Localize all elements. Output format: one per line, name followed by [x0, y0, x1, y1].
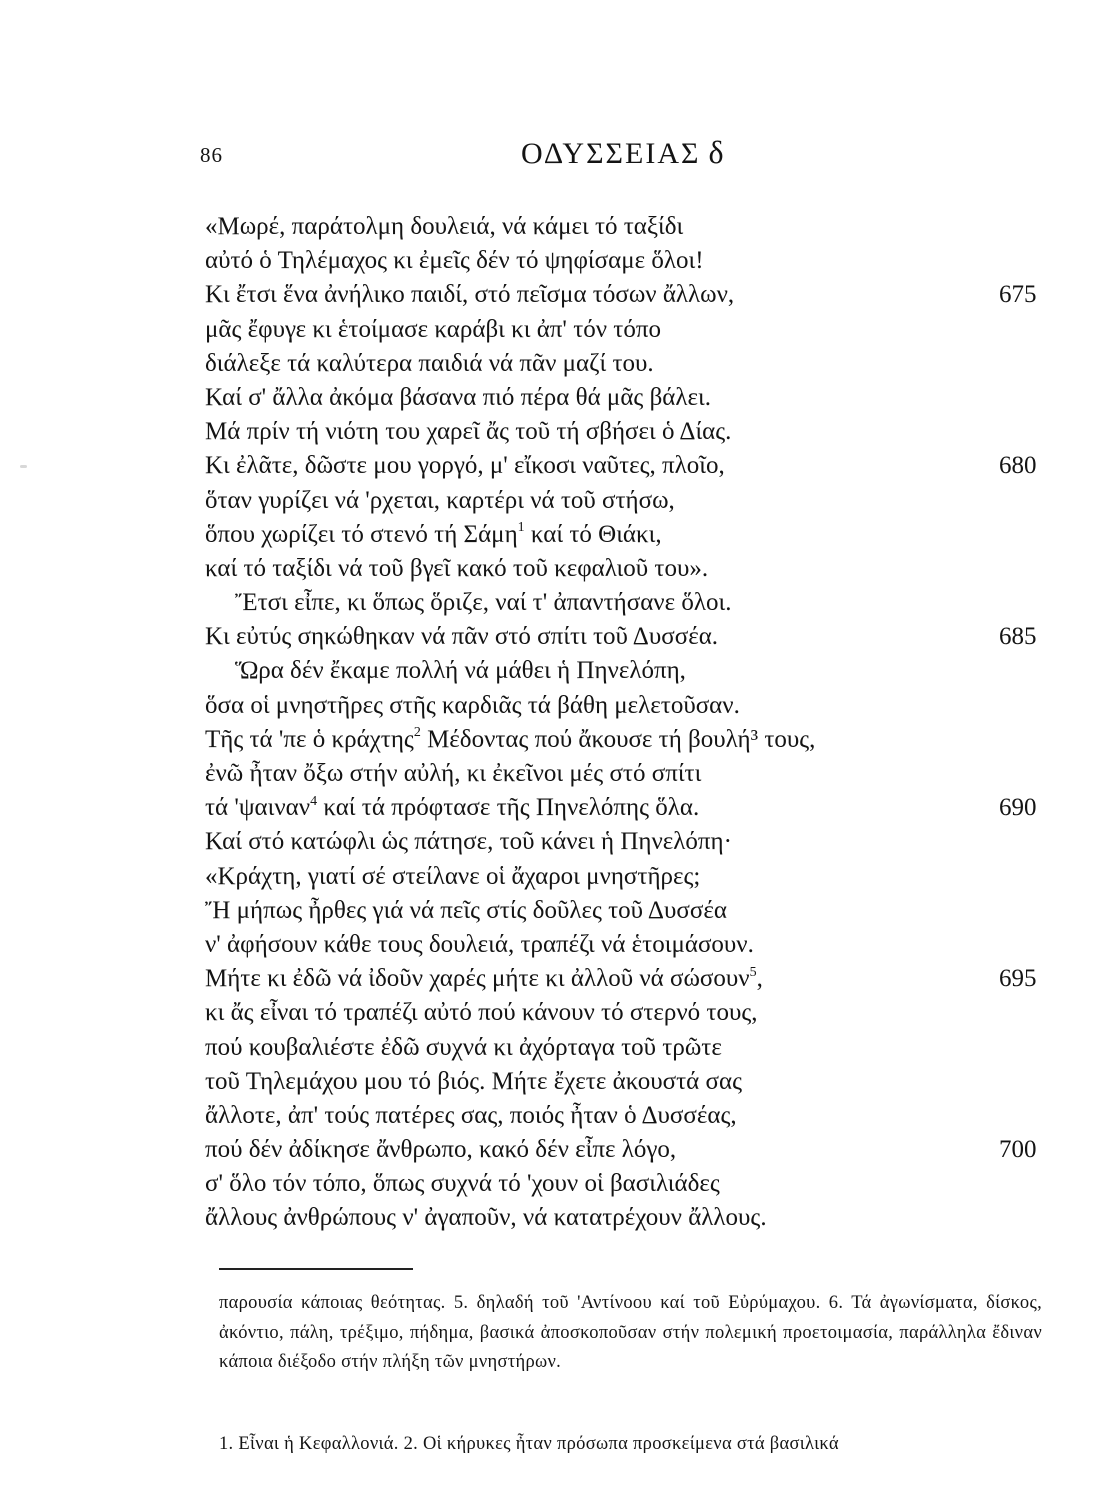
verse-text: [205, 623, 718, 650]
line-number: 680: [999, 452, 1037, 480]
verse-line: [205, 962, 1045, 996]
verse-text-main: Μήτε κι ἐδῶ νά ἰδοῦν χαρές μήτε κι ἀλλοῦ νά σώσουν: [205, 965, 750, 993]
verse-text-main: ἐνῶ ἦταν ὄξω στήν αὐλή, κι ἐκεῖνοι μές στό σπίτι: [205, 760, 702, 787]
verse-text-main: τοῦ Τηλεμάχου μου τό βιός. Μήτε ἔχετε ἀκουστά σας: [205, 1067, 742, 1095]
verse-line: [205, 689, 1045, 723]
verse-text-main: πού δέν ἀδίκησε ἄνθρωπο, κακό δέν εἶπε λόγο,: [205, 1136, 677, 1164]
verse-text-main: Μά πρίν τή νιότη του χαρεῖ ἄς τοῦ τή σβήσει ὁ Δίας.: [205, 418, 732, 446]
verse-text: [205, 726, 815, 753]
verse-text-main: «Μωρέ, παράτολμη δουλειά, νά κάμει τό ταξίδι: [205, 213, 684, 240]
verse-line: [205, 449, 1045, 483]
verse-line: [205, 996, 1045, 1030]
verse-line: [205, 723, 1045, 757]
verse-text-main: σ' ὅλο τόν τόπο, ὅπως συχνά τό 'χουν οἱ βασιλιάδες: [205, 1170, 720, 1198]
line-number: 695: [999, 965, 1037, 993]
verse-line: [205, 1133, 1045, 1167]
verse-text: [205, 589, 731, 616]
verse-line: [205, 484, 1045, 518]
verse-text: [205, 1102, 737, 1129]
verse-text-main: τά 'ψαιναν: [205, 794, 311, 822]
verse-text: [205, 487, 675, 514]
verse-line: [205, 1099, 1045, 1133]
verse-text-main: Τῆς τά 'πε ὁ κράχτης: [205, 725, 414, 753]
verse-text: [205, 794, 699, 821]
verse-text-main: αὐτό ὁ Τηλέμαχος κι ἐμεῖς δέν τό ψηφίσαμε ὅλοι!: [205, 247, 704, 275]
line-number: 690: [999, 794, 1037, 822]
verse-text-main: Καί στό κατώφλι ὡς πάτησε, τοῦ κάνει ἡ Πηνελόπη·: [205, 828, 732, 856]
verse-text: [205, 281, 734, 308]
verse-text-main: καί τό ταξίδι νά τοῦ βγεῖ κακό τοῦ κεφαλιοῦ του».: [205, 554, 709, 582]
verse-line: [205, 860, 1045, 894]
footnote-marker: 1: [517, 520, 525, 536]
footnote-marker: 5: [749, 964, 757, 980]
line-number: 685: [999, 623, 1037, 651]
footnote-start: 1. Εἶναι ἡ Κεφαλλονιά. 2. Οἱ κήρυκες ἦταν πρόσωπα προσκείμενα στά βασιλικά: [219, 1434, 839, 1454]
verse-text-after: καί τό Θιάκι,: [524, 520, 662, 548]
line-number: 700: [999, 1136, 1037, 1164]
verse-text: [205, 213, 683, 240]
verse-text-main: ὅσα οἱ μνηστῆρες στῆς καρδιᾶς τά βάθη μελετοῦσαν.: [205, 691, 740, 719]
verse-text-main: κι ἄς εἶναι τό τραπέζι αὐτό πού κάνουν τό στερνό τους,: [205, 999, 758, 1027]
verse-text-main: ἄλλοτε, ἀπ' τούς πατέρες σας, ποιός ἦταν ὁ Δυσσέας,: [205, 1101, 737, 1129]
running-title: [521, 134, 726, 171]
verse-text: [205, 760, 701, 787]
poem-body: [205, 210, 1045, 1236]
verse-text: [205, 555, 708, 582]
verse-line: [205, 552, 1045, 586]
verse-text: [205, 247, 704, 274]
verse-text-main: «Κράχτη, γιατί σέ στείλανε οἱ ἄχαροι μνηστῆρες;: [205, 862, 701, 890]
verse-text-main: Κι εὐτύς σηκώθηκαν νά πᾶν στό σπίτι τοῦ Δυσσέα.: [205, 623, 719, 651]
verse-line: [205, 518, 1045, 552]
verse-line: [205, 347, 1045, 381]
verse-text: [205, 1034, 722, 1061]
verse-text: [205, 863, 700, 890]
verse-text: [205, 1170, 720, 1197]
verse-text-after: ,: [756, 965, 763, 993]
footnote-marker: 4: [310, 793, 318, 809]
verse-text-main: ὅταν γυρίζει νά 'ρχεται, καρτέρι νά τοῦ στήσω,: [205, 486, 675, 514]
verse-line: [205, 825, 1045, 859]
verse-line: [205, 415, 1045, 449]
verse-line: [205, 1201, 1045, 1235]
verse-line: [205, 1167, 1045, 1201]
verse-text: [205, 1136, 676, 1163]
verse-text-main: ὅπου χωρίζει τό στενό τή Σάμη: [205, 520, 518, 548]
verse-text-main: Ὥρα δέν ἔκαμε πολλή νά μάθει ἡ Πηνελόπη,: [235, 657, 686, 685]
verse-line: [205, 894, 1045, 928]
scan-speck: [20, 465, 27, 468]
verse-text: [205, 418, 731, 445]
verse-line: [205, 381, 1045, 415]
verse-line: [205, 278, 1045, 312]
footnote-marker: 2: [413, 725, 421, 741]
book-letter: δ: [708, 134, 726, 170]
verse-text-main: Ἔτσι εἶπε, κι ὅπως ὅριζε, ναί τ' ἀπαντήσανε ὅλοι.: [235, 589, 732, 617]
verse-line: [205, 586, 1045, 620]
line-number: 675: [999, 281, 1037, 309]
verse-text: [205, 965, 763, 992]
verse-text: [205, 384, 711, 411]
verse-text: [205, 657, 686, 684]
verse-text-main: πού κουβαλιέστε ἐδῶ συχνά κι ἀχόρταγα τοῦ τρῶτε: [205, 1033, 722, 1061]
verse-text: [205, 999, 757, 1026]
verse-text-main: Κι ἔτσι ἕνα ἀνήλικο παιδί, στό πεῖσμα τόσων ἄλλων,: [205, 281, 735, 309]
book-title: ΟΔΥΣΣΕΙΑΣ: [521, 137, 701, 170]
verse-text: [205, 1068, 742, 1095]
verse-line: [205, 757, 1045, 791]
page-number: 86: [200, 143, 223, 167]
verse-line: [205, 244, 1045, 278]
verse-line: [205, 620, 1045, 654]
verse-text-main: μᾶς ἔφυγε κι ἑτοίμασε καράβι κι ἀπ' τόν τόπο: [205, 315, 661, 343]
verse-text-main: Καί σ' ἄλλα ἀκόμα βάσανα πιό πέρα θά μᾶς βάλει.: [205, 383, 711, 411]
verse-text: [205, 316, 661, 343]
verse-line: [205, 313, 1045, 347]
footnote-rule: [219, 1268, 413, 1270]
verse-text: [205, 692, 740, 719]
verse-text: [205, 452, 725, 479]
verse-text-main: ν' ἀφήσουν κάθε τους δουλειά, τραπέζι νά ἑτοιμάσουν.: [205, 930, 754, 958]
verse-line: [205, 210, 1045, 244]
verse-text: [205, 350, 654, 377]
verse-text: [205, 931, 754, 958]
verse-line: [205, 654, 1045, 688]
verse-text-main: Ἤ μήπως ἦρθες γιά νά πεῖς στίς δοῦλες τοῦ Δυσσέα: [205, 896, 727, 924]
verse-text-main: Κι ἐλᾶτε, δῶστε μου γοργό, μ' εἴκοσι ναῦτες, πλοῖο,: [205, 452, 725, 480]
verse-text-after: καί τά πρόφτασε τῆς Πηνελόπης ὅλα.: [317, 794, 700, 822]
verse-text: [205, 521, 662, 548]
verse-line: [205, 1065, 1045, 1099]
verse-text-after: Μέδοντας πού ἄκουσε τή βουλή³ τους,: [420, 725, 816, 753]
verse-text: [205, 828, 732, 855]
verse-line: [205, 1031, 1045, 1065]
verse-text: [205, 897, 727, 924]
verse-line: [205, 928, 1045, 962]
verse-line: [205, 791, 1045, 825]
verse-text: [205, 1204, 767, 1231]
verse-text-main: ἄλλους ἀνθρώπους ν' ἀγαποῦν, νά κατατρέχουν ἄλλους.: [205, 1204, 767, 1232]
footnote-continuation: παρουσία κάποιας θεότητας. 5. δηλαδή τοῦ 'Αντίνοου καί τοῦ Εὐρύμαχου. 6. Τά ἀγωνίσματα, δίσκος, ἀκόντιο, πάλη, τρέξιμο, πήδημα, βασικά ἀποσκοποῦσαν στήν πολεμική προετοιμασία, παράλληλα ἔδιναν κάποια διέξοδο στήν πλήξη τῶν μνηστήρων.: [219, 1293, 1042, 1372]
verse-text-main: διάλεξε τά καλύτερα παιδιά νά πᾶν μαζί του.: [205, 349, 654, 377]
